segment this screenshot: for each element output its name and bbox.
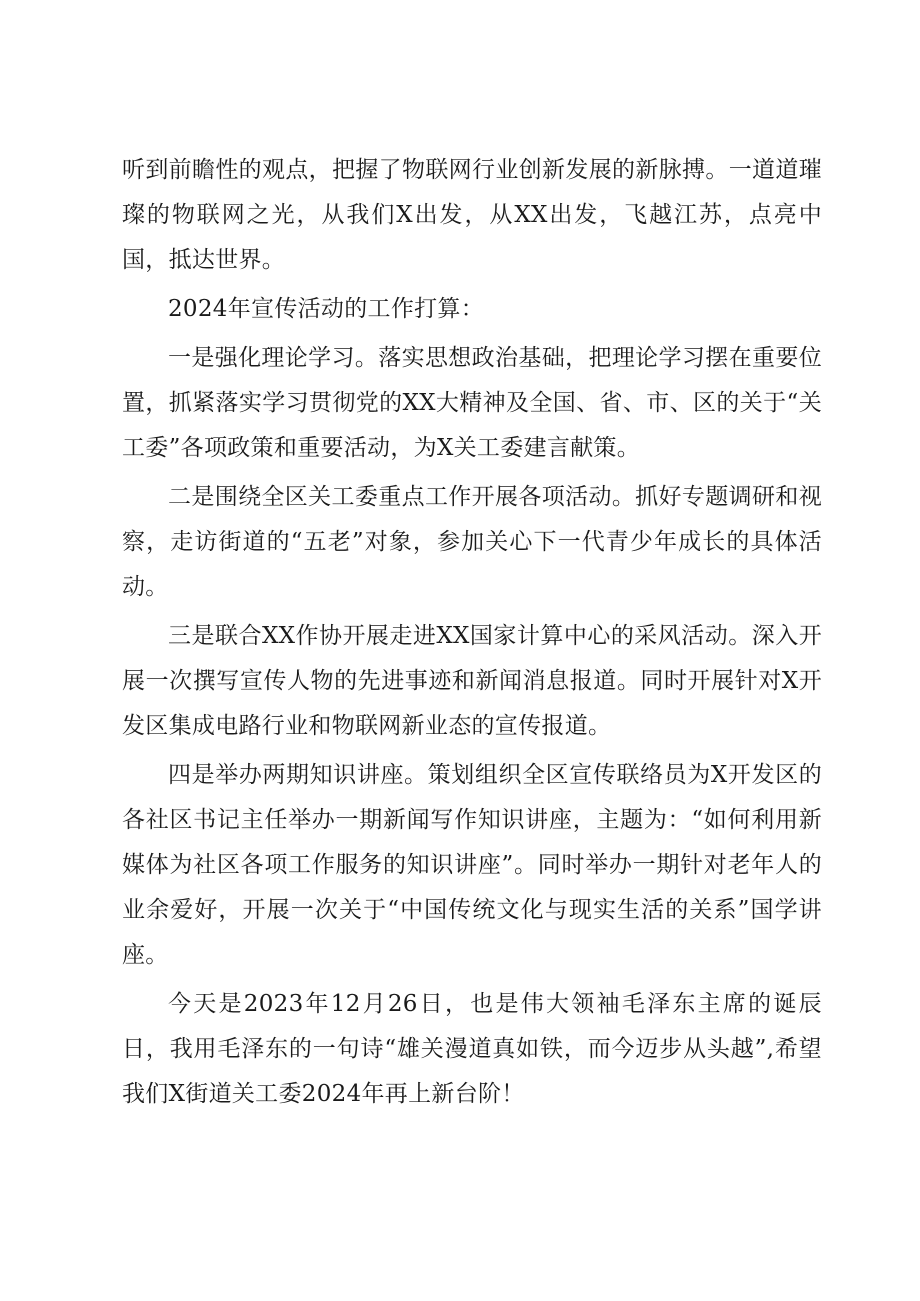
paragraph-item-4: 四是举办两期知识讲座。策划组织全区宣传联络员为X开发区的各社区书记主任举办一期新闻写作知识讲座，主题为：“如何利用新媒体为社区各项工作服务的知识讲座”。同时举办一期针对老年人的业余爱好，开展一次关于“中国传统文化与现实生活的关系”国学讲座。: [122, 762, 822, 968]
paragraph-continuation: 听到前瞻性的观点，把握了物联网行业创新发展的新脉搏。一道道璀璨的物联网之光，从我们X出发，从XX出发，飞越江苏，点亮中国，抵达世界。: [122, 157, 822, 273]
paragraph-item-1: 一是强化理论学习。落实思想政治基础，把理论学习摆在重要位置，抓紧落实学习贯彻党的XX大精神及全国、省、市、区的关于“关工委”各项政策和重要活动，为X关工委建言献策。: [122, 345, 822, 461]
paragraph-item-3: 三是联合XX作协开展走进XX国家计算中心的采风活动。深入开展一次撰写宣传人物的先进事迹和新闻消息报道。同时开展针对X开发区集成电路行业和物联网新业态的宣传报道。: [122, 623, 822, 739]
paragraph-closing: 今天是2023年12月26日，也是伟大领袖毛泽东主席的诞辰日，我用毛泽东的一句诗“雄关漫道真如铁，而今迈步从头越”,希望我们X街道关工委2024年再上新台阶！: [122, 991, 822, 1107]
paragraph-item-2: 二是围绕全区关工委重点工作开展各项活动。抓好专题调研和视察，走访街道的“五老”对象，参加关心下一代青少年成长的具体活动。: [122, 484, 822, 600]
section-heading: 2024年宣传活动的工作打算：: [168, 296, 485, 322]
document-body: [122, 148, 822, 1121]
